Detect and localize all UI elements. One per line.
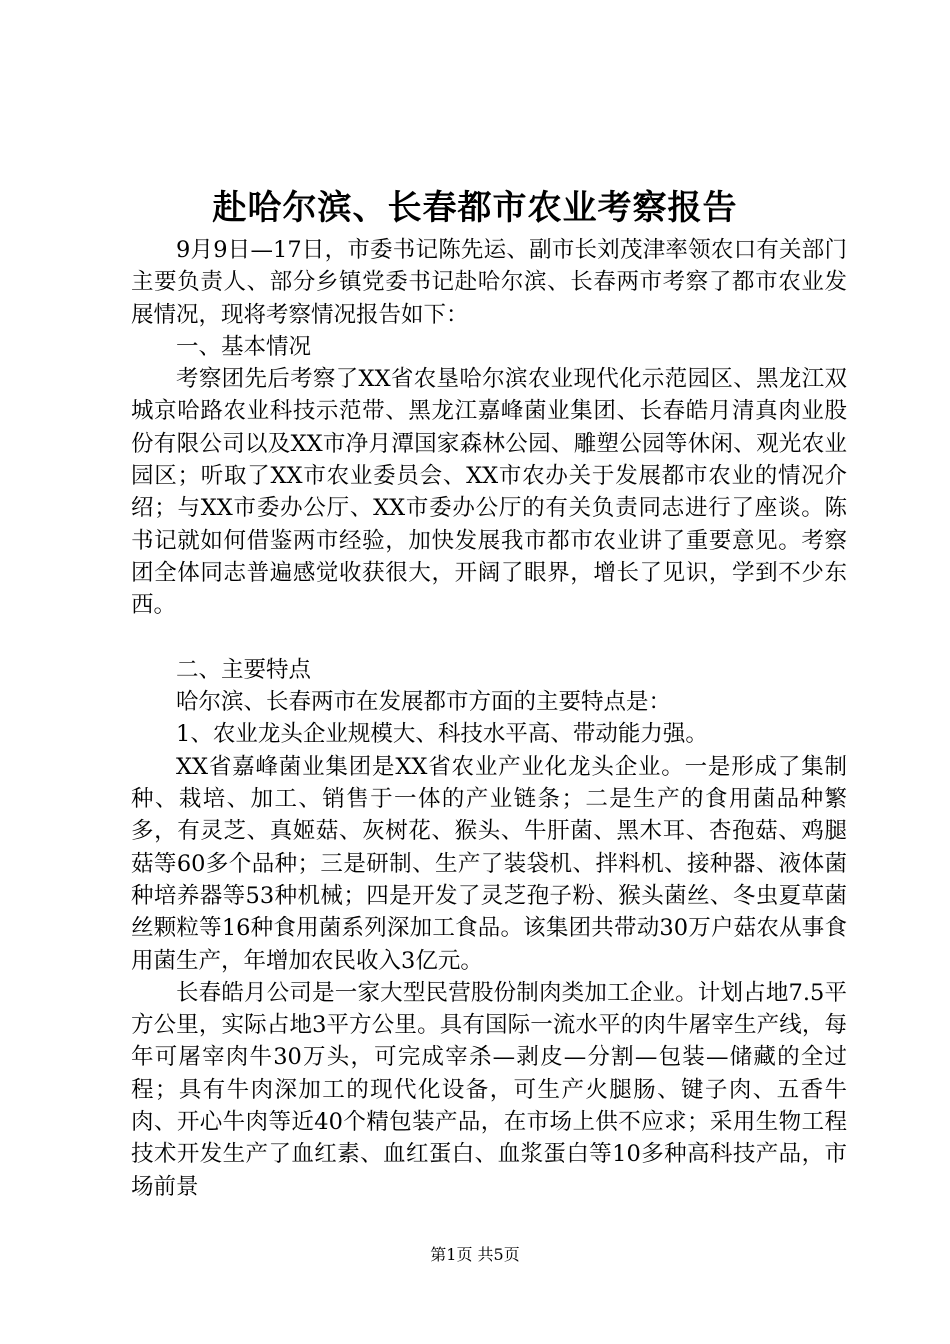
jiafeng-paragraph: XX省嘉峰菌业集团是XX省农业产业化龙头企业。一是形成了集制种、栽培、加工、销售于一体的产业链条；二是生产的食用菌品种繁多，有灵芝、真姬菇、灰树花、猴头、牛肝菌、黑木耳、杏孢菇、鸡腿菇等60多个品种；三是研制、生产了装袋机、拌料机、接种器、液体菌种培养器等53种机械；四是开发了灵芝孢子粉、猴头菌丝、冬虫夏草菌丝颗粒等16种食用菌系列深加工食品。该集团共带动30万户菇农从事食用菌生产，年增加农民收入3亿元。 bbox=[131, 753, 847, 974]
feature-1-heading: 1、农业龙头企业规模大、科技水平高、带动能力强。 bbox=[176, 721, 708, 748]
page-indicator: 第1页 共5页 bbox=[430, 1245, 520, 1264]
paragraph-spacer bbox=[131, 622, 847, 654]
intro-paragraph: 9月9日—17日，市委书记陈先运、副市长刘茂津率领农口有关部门主要负责人、部分乡镇党委书记赴哈尔滨、长春两市考察了都市农业发展情况，现将考察情况报告如下： bbox=[131, 237, 847, 328]
document-title: 赴哈尔滨、长春都市农业考察报告 bbox=[212, 188, 738, 228]
document-body bbox=[131, 234, 847, 1203]
section-heading-features: 二、主要特点 bbox=[176, 656, 312, 683]
features-intro-paragraph: 哈尔滨、长春两市在发展都市方面的主要特点是： bbox=[176, 689, 672, 716]
section-heading-basic: 一、基本情况 bbox=[176, 333, 312, 360]
basic-situation-paragraph: 考察团先后考察了XX省农垦哈尔滨农业现代化示范园区、黑龙江双城京哈路农业科技示范带、黑龙江嘉峰菌业集团、长春皓月清真肉业股份有限公司以及XX市净月潭国家森林公园、雕塑公园等休闲、观光农业园区；听取了XX市农业委员会、XX市农办关于发展都市农业的情况介绍；与XX市委办公厅、XX市委办公厅的有关负责同志进行了座谈。陈书记就如何借鉴两市经验，加快发展我市都市农业讲了重要意见。考察团全体同志普遍感觉收获很大，开阔了眼界，增长了见识，学到不少东西。 bbox=[131, 366, 847, 619]
haoyue-paragraph: 长春皓月公司是一家大型民营股份制肉类加工企业。计划占地7.5平方公里，实际占地3平方公里。具有国际一流水平的肉牛屠宰生产线，每年可屠宰肉牛30万头，可完成宰杀—剥皮—分割—包装—储藏的全过程；具有牛肉深加工的现代化设备，可生产火腿肠、键子肉、五香牛肉、开心牛肉等近40个精包装产品，在市场上供不应求；采用生物工程技术开发生产了血红素、血红蛋白、血浆蛋白等10多种高科技产品，市场前景 bbox=[131, 979, 847, 1200]
